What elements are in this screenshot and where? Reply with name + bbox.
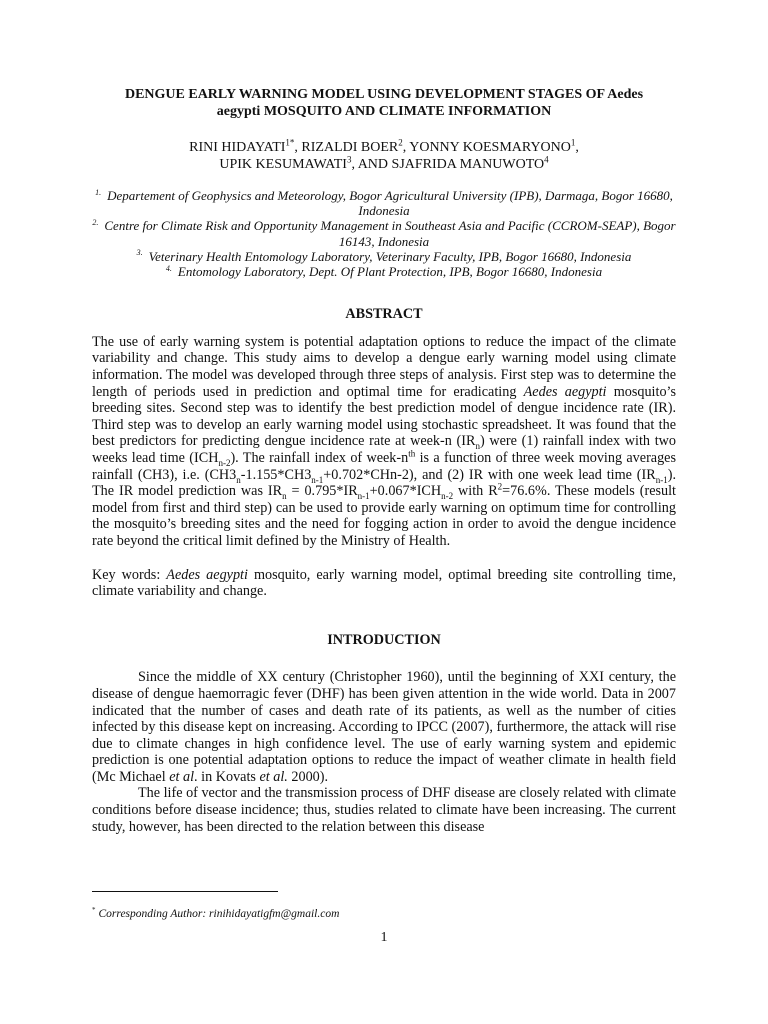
affiliation-text: Entomology Laboratory, Dept. Of Plant Protection, IPB, Bogor 16680, Indonesia <box>177 264 603 280</box>
footnote-mark: * <box>92 906 96 914</box>
abstract-span: =76.6%. These models (result model from first and third step) can be used to provide early warning on optimum time for controlling the mosquito’s breeding sites and the need for fogging action in order to avoid the dengue incidence rate beyond the critical limit defined by the Ministry of Health. <box>92 483 676 549</box>
author-list <box>92 139 676 173</box>
author-sup: 1* <box>285 137 295 148</box>
subscript: n <box>475 441 480 452</box>
species-name: Aedes aegypti <box>166 566 248 583</box>
subscript: n <box>282 490 287 501</box>
abstract-span: -1.155*CH3 <box>240 466 312 483</box>
author-name: , AND SJAFRIDA MANUWOTO <box>351 157 545 172</box>
footnote <box>92 906 339 920</box>
affiliation-text: Departement of Geophysics and Meteorology, Bogor Agricultural University (IPB), Darmaga, Bogor 16680, Indonesia <box>107 188 673 219</box>
affiliation-list <box>92 188 676 279</box>
subscript: n-1 <box>357 490 370 501</box>
keywords-label: Key words: <box>92 566 167 583</box>
title-line-1: DENGUE EARLY WARNING MODEL USING DEVELOPMENT STAGES OF Aedes <box>124 87 644 102</box>
intro-span: 2000). <box>287 768 329 785</box>
intro-span: . in Kovats <box>194 768 260 785</box>
abstract-span: mosquito’s breeding sites. Second step was to identify the best prediction model of dengue incidence rate (IR). Third step was to develop an early warning model using stochastic spreadsheet. It was found that the best predictors for predicting dengue incidence rate at week-n (IR <box>92 383 676 450</box>
page-number: 1 <box>380 930 388 945</box>
introduction-heading: INTRODUCTION <box>327 631 441 648</box>
author-sup: 2 <box>398 137 403 148</box>
abstract-span: is a function of three week moving averages rainfall (CH3), i.e. (CH3 <box>92 449 677 483</box>
author-sup: 1 <box>570 137 576 148</box>
keywords-text: mosquito, early warning model, optimal breeding site controlling time, climate variability and change. <box>92 566 677 600</box>
intro-paragraph-1 <box>92 669 676 785</box>
intro-paragraph-2: The life of vector and the transmission process of DHF disease are closely related with climate conditions before disease incidence; thus, studies related to climate have been increasing. The current study, however, has been directed to the relation between this disease <box>92 785 676 835</box>
affiliation <box>92 249 676 264</box>
affiliation-text: Centre for Climate Risk and Opportunity Management in Southeast Asia and Pacific (CCROM-SEAP), Bogor 16143, Indonesia <box>104 218 676 249</box>
abstract-span: +0.702*CHn-2), and (2) IR with one week lead time (IR <box>323 466 656 483</box>
author-name: , YONNY KOESMARYONO <box>402 140 571 155</box>
paper-page <box>92 86 676 835</box>
species-name: Aedes aegypti <box>523 383 607 400</box>
abstract-span: ). The rainfall index of week-n <box>230 449 409 466</box>
keywords <box>92 567 676 600</box>
subscript: n-1 <box>655 474 668 485</box>
abstract-heading: ABSTRACT <box>345 306 423 323</box>
affiliation-number: 2. <box>92 218 99 228</box>
affiliation-number: 3. <box>136 248 143 258</box>
affiliation-number: 1. <box>95 187 102 197</box>
abstract-span: The use of early warning system is potential adaptation options to reduce the impact of the climate variability and change. This study aims to develop a dengue early warning model using climate information. The model was developed through three steps of analysis. First step was to determine the length of periods used in prediction and optimal time for eradicating <box>92 333 676 400</box>
abstract-span: with R <box>453 483 498 500</box>
affiliation <box>92 188 676 218</box>
subscript: n-1 <box>311 474 324 485</box>
footnote-text: Corresponding Author: rinihidayatigfm@gmail.com <box>98 907 340 920</box>
author-sup: 4 <box>544 154 549 165</box>
affiliation-text: Veterinary Health Entomology Laboratory, Veterinary Faculty, IPB, Bogor 16680, Indonesia <box>148 248 632 264</box>
superscript: th <box>408 448 416 459</box>
affiliation <box>92 264 676 279</box>
abstract-span: ). The IR model prediction was IR <box>92 466 676 500</box>
abstract-span: +0.067*ICH <box>369 483 442 500</box>
author-sep: , <box>575 140 579 155</box>
subscript: n-2 <box>441 490 454 501</box>
subscript: n-2 <box>218 457 231 468</box>
abstract-text <box>92 334 676 550</box>
author-name: , RIZALDI BOER <box>294 140 399 155</box>
abstract-span: ) were (1) rainfall index with two weeks lead time (ICH <box>92 433 676 466</box>
affiliation-number: 4. <box>165 263 172 273</box>
footnote-divider <box>92 891 278 892</box>
subscript: n <box>236 474 241 485</box>
et-al: et al <box>169 768 195 785</box>
author-sup: 3 <box>346 154 352 165</box>
superscript: 2 <box>497 481 503 492</box>
paper-title <box>92 86 676 120</box>
intro-span: Since the middle of XX century (Christopher 1960), until the beginning of XXI century, the disease of dengue haemorragic fever (DHF) has been given attention in the wide world. Data in 2007 indicated that the number of cases and death rate of its patients, as well as the number of cities infected by this disease kept on increasing. According to IPCC (2007), furthermore, the attack will rise due to climate changes in high confidence level. The use of early warning system and epidemic prediction is one potential adaptation options to reduce the impact of weather climate in health field (Mc Michael <box>92 669 676 785</box>
title-line-2: aegypti MOSQUITO AND CLIMATE INFORMATION <box>216 104 552 119</box>
abstract-span: = 0.795*IR <box>286 483 358 500</box>
author-name: UPIK KESUMAWATI <box>219 157 347 172</box>
author-name: RINI HIDAYATI <box>189 140 286 155</box>
affiliation <box>92 218 676 248</box>
et-al: et al. <box>259 768 288 785</box>
